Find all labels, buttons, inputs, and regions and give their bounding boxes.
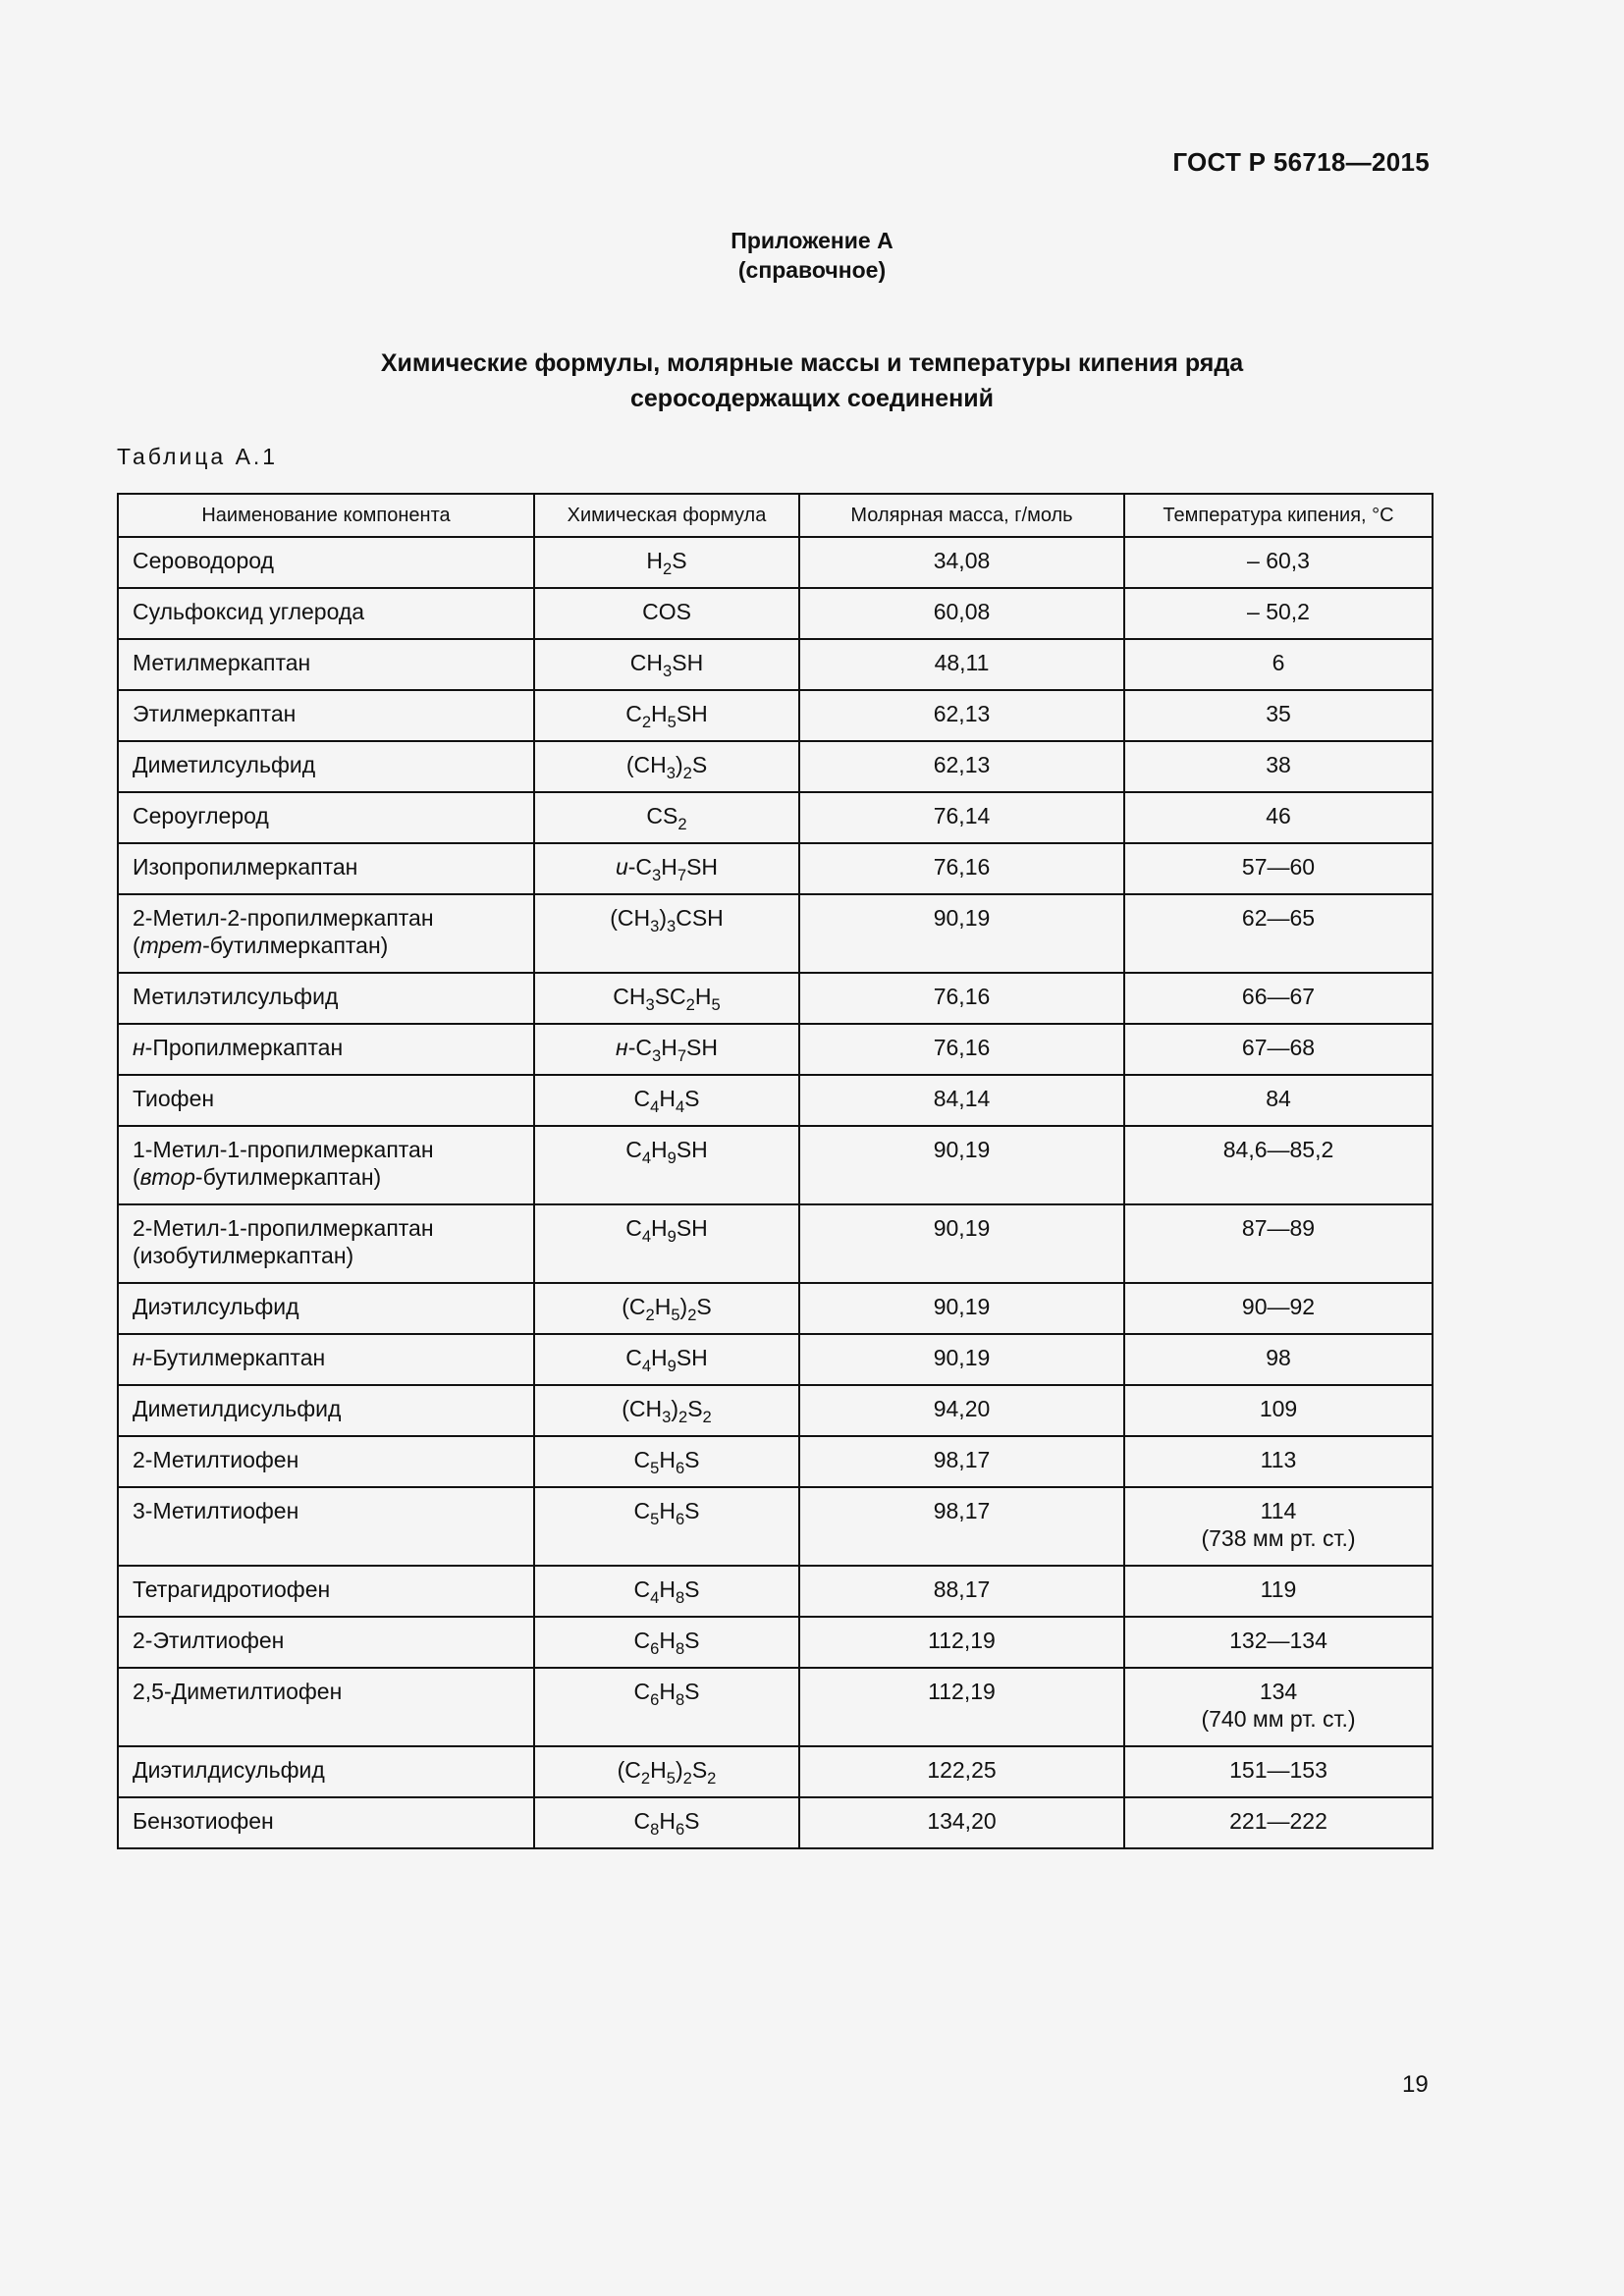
cell-boiling-point: 57—60 (1124, 843, 1433, 894)
cell-formula: $(CH_3)_3CSH$ (534, 894, 799, 973)
section-title (0, 346, 1624, 416)
document-id: ГОСТ Р 56718—2015 (1172, 147, 1430, 177)
table-row (118, 1436, 1433, 1487)
cell-molar-mass: 98,17 (799, 1487, 1124, 1566)
table-row (118, 1668, 1433, 1746)
cell-formula: $C_4H_9SH$ (534, 1204, 799, 1283)
cell-molar-mass: 122,25 (799, 1746, 1124, 1797)
column-header-name: Наименование компонента (118, 494, 534, 537)
appendix-subtitle: (справочное) (737, 257, 887, 283)
table-row (118, 1385, 1433, 1436)
cell-component-name: Бензотиофен (118, 1797, 534, 1848)
cell-molar-mass: 84,14 (799, 1075, 1124, 1126)
table-row (118, 1126, 1433, 1204)
cell-molar-mass: 76,16 (799, 843, 1124, 894)
table-row (118, 1075, 1433, 1126)
cell-molar-mass: 90,19 (799, 1126, 1124, 1204)
cell-formula: $CS_2$ (534, 792, 799, 843)
table-row (118, 741, 1433, 792)
cell-boiling-point: 132—134 (1124, 1617, 1433, 1668)
cell-component-name: Диэтилдисульфид (118, 1746, 534, 1797)
cell-formula: $н-C_3H_7SH$ (534, 1024, 799, 1075)
cell-component-name: Этилмеркаптан (118, 690, 534, 741)
cell-molar-mass: 90,19 (799, 894, 1124, 973)
table-row (118, 1797, 1433, 1848)
table-body (118, 537, 1433, 1848)
cell-molar-mass: 90,19 (799, 1283, 1124, 1334)
cell-component-name: Сероводород (118, 537, 534, 588)
cell-molar-mass: 88,17 (799, 1566, 1124, 1617)
cell-formula: $CH_3SC_2H_5$ (534, 973, 799, 1024)
compounds-table (117, 493, 1434, 1849)
table-row (118, 1024, 1433, 1075)
cell-component-name: Метилэтилсульфид (118, 973, 534, 1024)
cell-molar-mass: 98,17 (799, 1436, 1124, 1487)
cell-molar-mass: 90,19 (799, 1204, 1124, 1283)
cell-formula: $C_4H_9SH$ (534, 1126, 799, 1204)
table-row (118, 690, 1433, 741)
cell-boiling-point: 66—67 (1124, 973, 1433, 1024)
cell-component-name: Изопропилмеркаптан (118, 843, 534, 894)
cell-boiling-point: 109 (1124, 1385, 1433, 1436)
cell-component-name: 2-Этилтиофен (118, 1617, 534, 1668)
cell-component-name: н-Пропилмеркаптан (118, 1024, 534, 1075)
table-row (118, 588, 1433, 639)
cell-formula: $C_4H_9SH$ (534, 1334, 799, 1385)
table-header-row (118, 494, 1433, 537)
table-row (118, 1617, 1433, 1668)
cell-component-name: Тиофен (118, 1075, 534, 1126)
table-row (118, 1334, 1433, 1385)
section-title-line2: серосодержащих соединений (630, 385, 994, 412)
cell-formula: $H_2S$ (534, 537, 799, 588)
cell-boiling-point: 35 (1124, 690, 1433, 741)
cell-component-name: 2-Метилтиофен (118, 1436, 534, 1487)
cell-component-name: Тетрагидротиофен (118, 1566, 534, 1617)
cell-formula: $u-C_3H_7SH$ (534, 843, 799, 894)
cell-boiling-point: 87—89 (1124, 1204, 1433, 1283)
cell-formula: $C_4H_8S$ (534, 1566, 799, 1617)
cell-formula: $C_5H_6S$ (534, 1487, 799, 1566)
table-row (118, 1746, 1433, 1797)
cell-formula: $C_8H_6S$ (534, 1797, 799, 1848)
column-header-formula: Химическая формула (534, 494, 799, 537)
cell-boiling-point: 84 (1124, 1075, 1433, 1126)
cell-molar-mass: 60,08 (799, 588, 1124, 639)
cell-boiling-point: 151—153 (1124, 1746, 1433, 1797)
cell-boiling-point: 46 (1124, 792, 1433, 843)
cell-boiling-point: – 60,3 (1124, 537, 1433, 588)
cell-component-name: Метилмеркаптан (118, 639, 534, 690)
column-header-boiling-point: Температура кипения, °С (1124, 494, 1433, 537)
table-row (118, 1566, 1433, 1617)
cell-formula: $C_2H_5SH$ (534, 690, 799, 741)
cell-boiling-point: 114 (738 мм рт. ст.) (1124, 1487, 1433, 1566)
table-label: Таблица А.1 (117, 444, 279, 469)
cell-molar-mass: 90,19 (799, 1334, 1124, 1385)
cell-molar-mass: 112,19 (799, 1617, 1124, 1668)
table-row (118, 973, 1433, 1024)
cell-component-name: 2-Метил-1-пропилмеркаптан (изобутилмеркаптан) (118, 1204, 534, 1283)
cell-molar-mass: 76,14 (799, 792, 1124, 843)
cell-molar-mass: 76,16 (799, 973, 1124, 1024)
cell-boiling-point: 221—222 (1124, 1797, 1433, 1848)
cell-molar-mass: 62,13 (799, 690, 1124, 741)
column-header-molar-mass: Молярная масса, г/моль (799, 494, 1124, 537)
cell-molar-mass: 134,20 (799, 1797, 1124, 1848)
table-row (118, 639, 1433, 690)
page-number: 19 (1402, 2071, 1429, 2098)
cell-formula: $(C_2H_5)_2S_2$ (534, 1746, 799, 1797)
cell-boiling-point: 98 (1124, 1334, 1433, 1385)
cell-component-name: Диэтилсульфид (118, 1283, 534, 1334)
cell-component-name: Сероуглерод (118, 792, 534, 843)
appendix-heading (0, 226, 1624, 285)
cell-molar-mass: 76,16 (799, 1024, 1124, 1075)
cell-formula: $C_6H_8S$ (534, 1668, 799, 1746)
table-row (118, 792, 1433, 843)
cell-boiling-point: 113 (1124, 1436, 1433, 1487)
cell-formula: $C_6H_8S$ (534, 1617, 799, 1668)
cell-boiling-point: 6 (1124, 639, 1433, 690)
cell-boiling-point: 119 (1124, 1566, 1433, 1617)
cell-molar-mass: 34,08 (799, 537, 1124, 588)
cell-molar-mass: 112,19 (799, 1668, 1124, 1746)
cell-formula: $(CH_3)_2S_2$ (534, 1385, 799, 1436)
cell-formula: $(CH_3)_2S$ (534, 741, 799, 792)
cell-formula: $CH_3SH$ (534, 639, 799, 690)
cell-boiling-point: 38 (1124, 741, 1433, 792)
cell-component-name: н-Бутилмеркаптан (118, 1334, 534, 1385)
table-row (118, 1487, 1433, 1566)
table-row (118, 843, 1433, 894)
cell-boiling-point: – 50,2 (1124, 588, 1433, 639)
cell-boiling-point: 67—68 (1124, 1024, 1433, 1075)
table-row (118, 1204, 1433, 1283)
table-row (118, 894, 1433, 973)
section-title-line1: Химические формулы, молярные массы и температуры кипения ряда (380, 349, 1244, 377)
cell-component-name: Диметилдисульфид (118, 1385, 534, 1436)
appendix-title: Приложение А (731, 228, 893, 253)
cell-molar-mass: 94,20 (799, 1385, 1124, 1436)
cell-formula: $(C_2H_5)_2S$ (534, 1283, 799, 1334)
cell-component-name: 1-Метил-1-пропилмеркаптан (втор-бутилмеркаптан) (118, 1126, 534, 1204)
cell-boiling-point: 62—65 (1124, 894, 1433, 973)
cell-formula: $C_5H_6S$ (534, 1436, 799, 1487)
cell-boiling-point: 90—92 (1124, 1283, 1433, 1334)
cell-component-name: 3-Метилтиофен (118, 1487, 534, 1566)
cell-component-name: 2,5-Диметилтиофен (118, 1668, 534, 1746)
cell-component-name: Сульфоксид углерода (118, 588, 534, 639)
table-row (118, 1283, 1433, 1334)
cell-formula: COS (534, 588, 799, 639)
cell-component-name: 2-Метил-2-пропилмеркаптан (трет-бутилмеркаптан) (118, 894, 534, 973)
cell-boiling-point: 84,6—85,2 (1124, 1126, 1433, 1204)
cell-molar-mass: 62,13 (799, 741, 1124, 792)
table-row (118, 537, 1433, 588)
cell-formula: $C_4H_4S$ (534, 1075, 799, 1126)
cell-molar-mass: 48,11 (799, 639, 1124, 690)
cell-boiling-point: 134 (740 мм рт. ст.) (1124, 1668, 1433, 1746)
cell-component-name: Диметилсульфид (118, 741, 534, 792)
